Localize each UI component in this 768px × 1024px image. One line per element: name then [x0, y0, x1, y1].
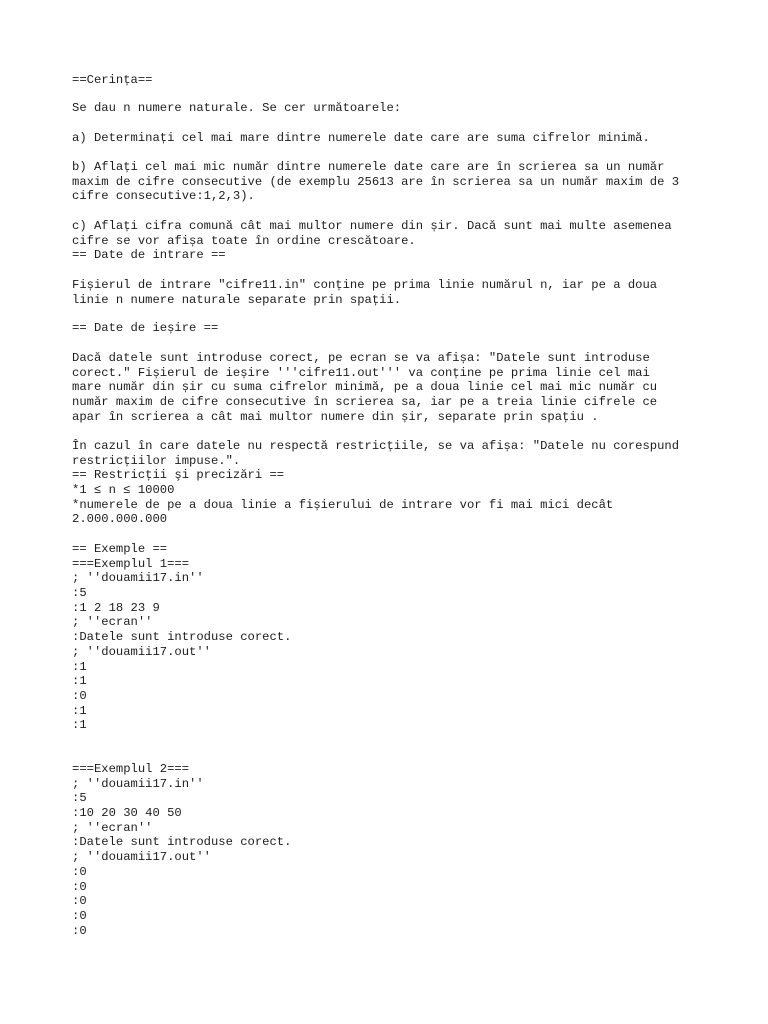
text-line: :0 [72, 908, 87, 923]
text-line: :5 [72, 586, 87, 601]
text-line: număr maxim de cifre consecutive în scrierea sa, iar pe a treia linie cifrele ce [72, 395, 658, 410]
text-line: Fișierul de intrare "cifre11.in" conține pe prima linie numărul n, iar pe a doua [72, 278, 658, 292]
paragraph-output [72, 351, 732, 424]
paragraph-intro [72, 101, 732, 116]
text-line: 2.000.000.000 [72, 512, 168, 527]
text-line: :Datele sunt introduse corect. [72, 835, 292, 850]
text-line: :10 20 30 40 50 [72, 806, 182, 821]
text-line: :Datele sunt introduse corect. [72, 630, 292, 645]
section-heading-date-iesire [72, 321, 732, 336]
text-line: :0 [72, 879, 87, 894]
example-heading: ===Exemplul 1=== [72, 556, 190, 571]
text-line: ; ''ecran'' [72, 820, 153, 835]
paragraph-a [72, 131, 732, 146]
text-line: :1 2 18 23 9 [72, 600, 160, 615]
text-line: cifre consecutive:1,2,3). [72, 189, 255, 204]
text-line: :1 [72, 703, 87, 718]
example-heading: ===Exemplul 2=== [72, 762, 190, 776]
text-line: corect." Fișierul de ieșire '''cifre11.out''' va conține pe prima linie cel mai [72, 365, 650, 380]
text-line: :0 [72, 894, 87, 909]
example-1 [72, 542, 732, 733]
example-2 [72, 762, 732, 938]
text-line: Dacă datele sunt introduse corect, pe ecran se va afișa: "Datele sunt introduse [72, 351, 650, 365]
text-line: cifre se vor afișa toate în ordine crescătoare. [72, 233, 416, 248]
text-line: apar în scrierea a cât mai multor numere din șir, separate prin spațiu . [72, 409, 599, 424]
text-line: :0 [72, 864, 87, 879]
paragraph-c [72, 219, 732, 263]
section-heading-exemple: == Exemple == [72, 542, 168, 556]
text-line: b) Aflați cel mai mic număr dintre numerele date care are în scrierea sa un număr [72, 160, 665, 174]
text-line: ; ''douamii17.in'' [72, 571, 204, 586]
paragraph-input-file [72, 278, 732, 307]
text-line: ; ''douamii17.in'' [72, 776, 204, 791]
section-heading-cerinta [72, 73, 732, 88]
text-line: ==Cerința== [72, 73, 153, 87]
text-line: a) Determinați cel mai mare dintre numerele date care are suma cifrelor minimă. [72, 131, 650, 145]
text-line: În cazul în care datele nu respectă restricțiile, se va afișa: "Datele nu corespund [72, 439, 680, 453]
paragraph-b [72, 160, 732, 204]
text-line: *numerele de pe a doua linie a fișierului de intrare vor fi mai mici decât [72, 497, 614, 512]
text-line: == Date de ieșire == [72, 321, 219, 335]
text-line: maxim de cifre consecutive (de exemplu 25613 are în scrierea sa un număr maxim de 3 [72, 174, 680, 189]
text-line: linie n numere naturale separate prin spații. [72, 292, 402, 307]
text-line: restricțiilor impuse.". [72, 453, 241, 468]
text-line: ; ''douamii17.out'' [72, 644, 211, 659]
text-line: Se dau n numere naturale. Se cer următoarele: [72, 101, 402, 115]
paragraph-restrictions [72, 439, 732, 527]
section-heading-date-intrare: == Date de intrare == [72, 248, 226, 263]
text-line: :0 [72, 688, 87, 703]
text-line: ; ''douamii17.out'' [72, 850, 211, 865]
text-line: c) Aflați cifra comună cât mai multor numere din șir. Dacă sunt mai multe asemenea [72, 219, 672, 233]
text-line: ; ''ecran'' [72, 615, 153, 630]
text-line: *1 ≤ n ≤ 10000 [72, 483, 175, 498]
text-line: :1 [72, 674, 87, 689]
text-line: mare număr din șir cu suma cifrelor minimă, pe a doua linie cel mai mic număr cu [72, 380, 658, 395]
section-heading-restrictii: == Restricţii şi precizări == [72, 468, 285, 483]
text-line: :1 [72, 659, 87, 674]
text-line: :5 [72, 791, 87, 806]
text-line: :0 [72, 923, 87, 938]
text-line: :1 [72, 718, 87, 733]
